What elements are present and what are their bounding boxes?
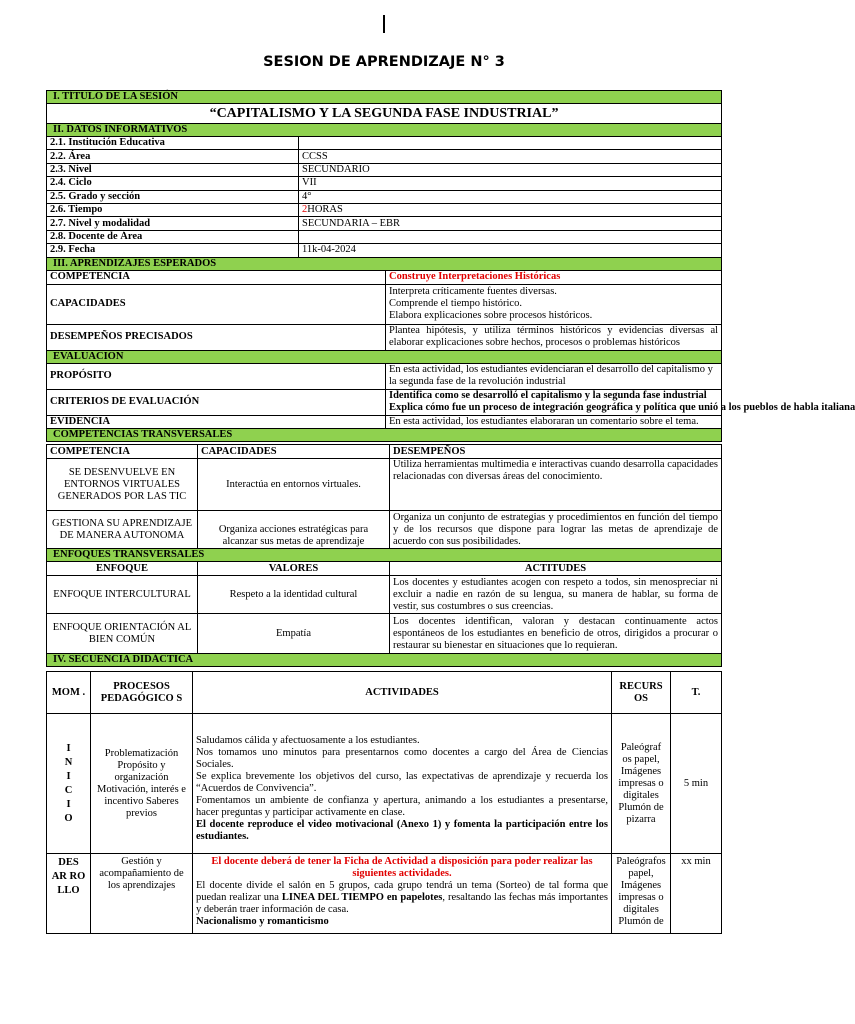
competencia-value: Construye Interpretaciones Históricas [386, 270, 722, 284]
ct-row [47, 459, 722, 511]
desempenos-value: Plantea hipótesis, y utiliza términos históricos y evidencias diversas al elaborar explicaciones sobre hechos, procesos o problemas históricos [386, 324, 722, 350]
datos-label: 2.5. Grado y sección [47, 190, 299, 203]
actividad-subtema: Nacionalismo y romanticismo [196, 916, 329, 927]
sd-header-tiempo: T. [671, 672, 722, 714]
secuencia-table [46, 671, 722, 934]
capacidad-item: Interpreta críticamente fuentes diversas. [389, 286, 557, 298]
et-valor: Respeto a la identidad cultural [198, 576, 390, 614]
datos-value [299, 203, 722, 216]
tiempo-number: 2 [302, 204, 308, 216]
section-title-heading: I. TÍTULO DE LA SESIÓN [47, 91, 722, 104]
et-row [47, 576, 722, 614]
et-enfoque: ENFOQUE ORIENTACIÓN AL BIEN COMÚN [47, 614, 198, 654]
sd-desarrollo-row [47, 854, 722, 934]
ct-header-capacidades: CAPACIDADES [198, 445, 390, 459]
actividad-line: Fomentamos un ambiente de confianza y apertura, animando a los estudiantes a presentarse, hacer preguntas y participar activamente en clase. [196, 794, 608, 818]
mom-letter: O [64, 812, 73, 824]
sd-inicio-mom [47, 714, 91, 854]
mom-letter: N [64, 756, 73, 768]
datos-value: VII [299, 177, 722, 190]
actividad-text: , resaltando las fechas más importantes y deberán traer información de casa. [196, 892, 609, 915]
sd-inicio-procesos: Problematización Propósito y organización Motivación, interés e incentivo Saberes previos [91, 714, 193, 854]
session-table [46, 90, 855, 442]
ct-header-desempenos: DESEMPEÑOS [390, 445, 722, 459]
actividad-line: Saludamos cálida y afectuosamente a los estudiantes. [196, 734, 420, 746]
et-valor: Empatía [198, 614, 390, 654]
sd-inicio-actividades [193, 714, 612, 854]
et-header-valores: VALORES [198, 562, 390, 576]
section-evaluacion-heading: EVALUACION [47, 350, 722, 363]
actividad-text: El docente divide el salón en 5 grupos, cada grupo tendrá un tema (Sorteo) de tal forma que puedan realizar una [196, 880, 608, 903]
criterios-label: CRITERIOS DE EVALUACIÓN [47, 389, 386, 415]
datos-label: 2.4. Ciclo [47, 177, 299, 190]
evidencia-value: En esta actividad, los estudiantes elaboraran un comentario sobre el tema. [386, 415, 722, 428]
criterio-item: Identifica como se desarrolló el capitalismo y la segunda fase industrial [389, 390, 707, 402]
capacidad-item: Comprende el tiempo histórico. [389, 298, 522, 310]
actividad-video: El docente reproduce el video motivacional (Anexo 1) y fomenta la participación entre los estudiantes. [196, 818, 608, 842]
datos-value: 11k-04-2024 [299, 244, 722, 257]
ct-capacidad: Interactúa en entornos virtuales. [198, 459, 390, 511]
evidencia-label: EVIDENCIA [47, 415, 386, 428]
datos-value [299, 137, 722, 150]
datos-label: 2.2. Área [47, 150, 299, 163]
datos-value: CCSS [299, 150, 722, 163]
section-secuencia-heading: IV. SECUENCIA DIDÁCTICA [47, 654, 722, 667]
tiempo-unit: HORAS [307, 204, 343, 216]
datos-label: 2.7. Nivel y modalidad [47, 217, 299, 230]
et-header-enfoque: ENFOQUE [47, 562, 198, 576]
sd-desarrollo-mom: DES AR RO LLO [47, 854, 91, 934]
sd-inicio-row [47, 714, 722, 854]
actividad-line: Nos tomamos uno minutos para presentarnos como docentes a cargo del Área de Ciencias Sociales. [196, 746, 608, 770]
section-enfoques-heading: ENFOQUES TRANSVERSALES [47, 549, 722, 562]
mom-letter: C [64, 784, 73, 796]
ct-competencia: SE DESENVUELVE EN ENTORNOS VIRTUALES GENERADOS POR LAS TIC [47, 459, 198, 511]
sd-header-actividades: ACTIVIDADES [193, 672, 612, 714]
actividad-line: Se explica brevemente los objetivos del curso, las expectativas de aprendizaje y recuerda los “Acuerdos de Convivencia”. [196, 770, 608, 794]
transversales-table [46, 444, 722, 667]
actividad-linea-tiempo: LINEA DEL TIEMPO en papelotes [281, 892, 443, 903]
datos-label: 2.1. Institución Educativa [47, 137, 299, 150]
datos-value: SECUNDARIO [299, 163, 722, 176]
sd-header-recursos: RECURS OS [612, 672, 671, 714]
datos-label: 2.3. Nivel [47, 163, 299, 176]
sd-header-mom: MOM . [47, 672, 91, 714]
document-title: SESION DE APRENDIZAJE N° 3 [263, 54, 505, 70]
sd-desarrollo-recursos: Paleógrafos papel, Imágenes impresas o digitales Plumón de [612, 854, 671, 934]
competencia-label: COMPETENCIA [47, 270, 386, 284]
ct-desempeno: Utiliza herramientas multimedia e interactivas cuando desarrolla capacidades relacionadas con diversas áreas del conocimiento. [390, 459, 722, 511]
sd-header-procesos: PROCESOS PEDAGÓGICO S [91, 672, 193, 714]
et-header-actitudes: ACTITUDES [390, 562, 722, 576]
ct-row [47, 511, 722, 549]
ct-header-competencia: COMPETENCIA [47, 445, 198, 459]
datos-label: 2.8. Docente de Área [47, 230, 299, 243]
session-title: “CAPITALISMO Y LA SEGUNDA FASE INDUSTRIAL” [47, 104, 722, 124]
mom-letter: I [66, 742, 71, 754]
capacidades-list [386, 284, 722, 324]
criterio-item: Explica cómo fue un proceso de integración geográfica y política que unió a los pueblos de habla italiana [389, 402, 855, 414]
ct-capacidad: Organiza acciones estratégicas para alcanzar sus metas de aprendizaje [198, 511, 390, 549]
et-actitud: Los docentes identifican, valoran y destacan continuamente actos espontáneos de los estudiantes en beneficio de otros, dirigidos a procurar o restaurar su bienestar en situaciones que lo requieran. [390, 614, 722, 654]
section-datos-heading: II. DATOS INFORMATIVOS [47, 124, 722, 137]
actividad-grupos [196, 880, 608, 916]
text-cursor [383, 15, 385, 33]
et-row [47, 614, 722, 654]
sd-inicio-tiempo: 5 min [671, 714, 722, 854]
sd-desarrollo-procesos: Gestión y acompañamiento de los aprendizajes [91, 854, 193, 934]
et-actitud: Los docentes y estudiantes acogen con respeto a todos, sin menospreciar ni excluir a nadie en razón de su lengua, su manera de hablar, su forma de vestir, sus costumbres o sus creencias. [390, 576, 722, 614]
sd-desarrollo-actividades [193, 854, 612, 934]
mom-letter: I [66, 798, 71, 810]
sd-desarrollo-tiempo: xx min [671, 854, 722, 934]
et-enfoque: ENFOQUE INTERCULTURAL [47, 576, 198, 614]
proposito-label: PROPÓSITO [47, 363, 386, 389]
datos-value: SECUNDARIA – EBR [299, 217, 722, 230]
proposito-value: En esta actividad, los estudiantes evidenciaran el desarrollo del capitalismo y la segunda fase de la revolución industrial [386, 363, 722, 389]
datos-label: 2.9. Fecha [47, 244, 299, 257]
ct-competencia: GESTIONA SU APRENDIZAJE DE MANERA AUTONOMA [47, 511, 198, 549]
datos-value: 4° [299, 190, 722, 203]
sd-inicio-recursos: Paleógraf os papel, Imágenes impresas o digitales Plumón de pizarra [612, 714, 671, 854]
actividad-aviso: El docente deberá de tener la Ficha de Actividad a disposición para poder realizar las siguientes actividades. [211, 856, 593, 879]
capacidades-label: CAPACIDADES [47, 284, 386, 324]
section-aprendizajes-heading: III. APRENDIZAJES ESPERADOS [47, 257, 722, 270]
datos-value [299, 230, 722, 243]
desempenos-label: DESEMPEÑOS PRECISADOS [47, 324, 386, 350]
ct-desempeno: Organiza un conjunto de estrategias y procedimientos en función del tiempo y de los recursos que dispone para lograr las metas de aprendizaje de acuerdo con sus posibilidades. [390, 511, 722, 549]
datos-label: 2.6. Tiempo [47, 203, 299, 216]
mom-letter: I [66, 770, 71, 782]
criterios-list [386, 389, 855, 415]
section-competencias-transversales-heading: COMPETENCIAS TRANSVERSALES [47, 428, 722, 441]
capacidad-item: Elabora explicaciones sobre procesos históricos. [389, 310, 593, 322]
